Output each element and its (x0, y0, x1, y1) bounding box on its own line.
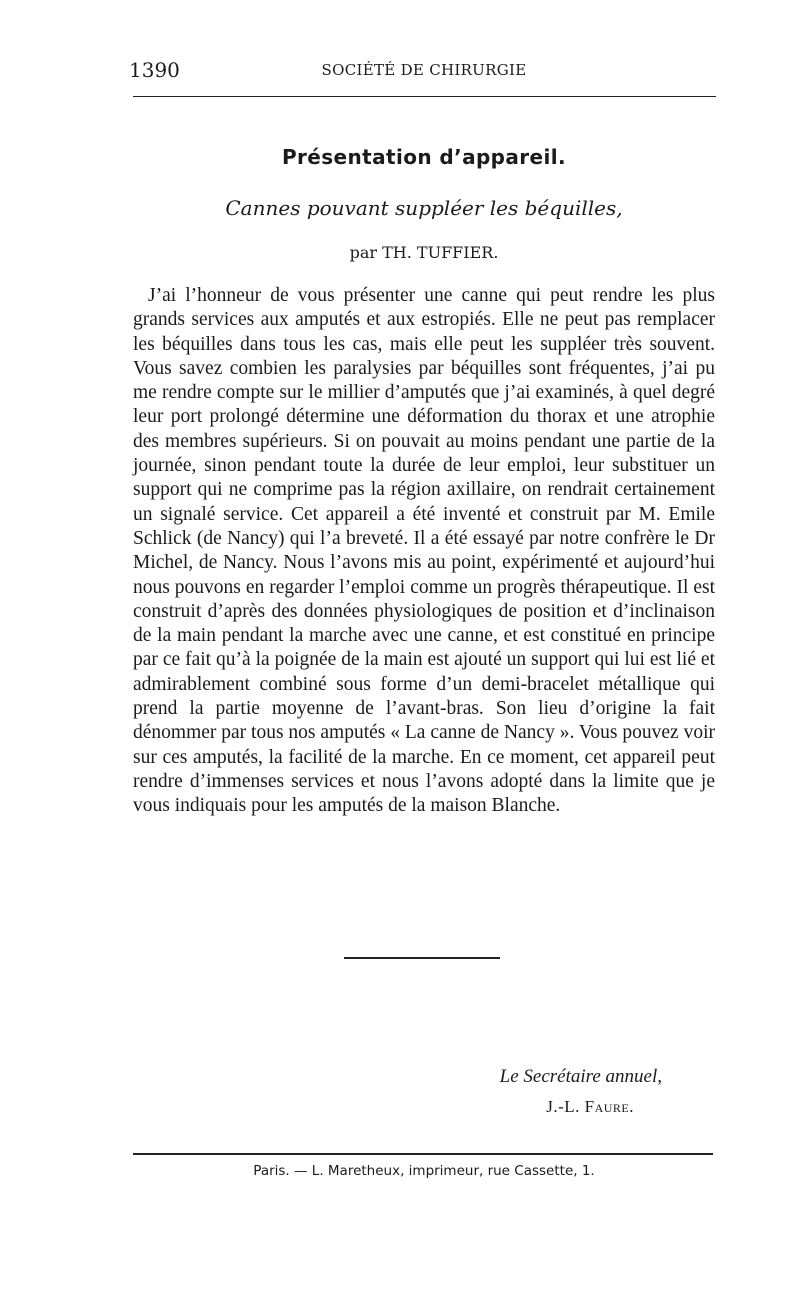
article-title: Présentation d’appareil. (281, 145, 567, 169)
signature-name: J.-L. Faure. (546, 1097, 634, 1116)
footer-rule (133, 1153, 713, 1155)
running-title: SOCIÉTÉ DE CHIRURGIE (321, 61, 527, 79)
header-rule (133, 96, 716, 97)
printer-imprint: Paris. — L. Maretheux, imprimeur, rue Cassette, 1. (253, 1163, 595, 1179)
article-body: J’ai l’honneur de vous présenter une canne qui peut rendre les plus grands services aux amputés et aux estropiés. Elle ne peut pas remplacer les béquilles dans tous les cas, mais elle peut les suppléer très souvent. Vous savez combien les paralysies par béquilles sont fréquentes, j’ai pu me rendre compte sur le millier d’amputés que j’ai examinés, à quel degré leur port prolongé détermine une déformation du thorax et une atrophie des membres supérieurs. Si on pouvait au moins pendant une partie de la journée, sinon pendant toute la durée de leur emploi, leur substituer un support qui ne comprime pas la région axillaire, on rendrait certainement un signalé service. Cet appareil a été inventé et construit par M. Emile Schlick (de Nancy) qui l’a breveté. Il a été essayé par notre confrère le Dr Michel, de Nancy. Nous l’avons mis au point, expérimenté et aujourd’hui nous pouvons en regarder l’emploi comme un progrès thérapeutique. Il est construit d’après des données physiologiques de position et d’inclinaison de la main pendant la marche avec une canne, et est constitué en principe par ce fait qu’à la poignée de la main est ajouté un support qui lui est lié et admirablement combiné sous forme d’un demi-bracelet métallique qui prend la partie moyenne de l’avant-bras. Son lieu d’origine la fait dénommer par tous nos amputés « La canne de Nancy ». Vous pouvez voir sur ces amputés, la facilité de la marche. En ce moment, cet appareil peut rendre d’immenses services et nous l’avons adopté dans la limite que je vous indiquais pour les amputés de la maison Blanche. (133, 285, 715, 817)
article-byline: par TH. TUFFIER. (349, 243, 499, 262)
article-subtitle: Cannes pouvant suppléer les béquilles, (225, 196, 623, 220)
section-divider (344, 957, 500, 959)
signature-role: Le Secrétaire annuel, (499, 1066, 662, 1087)
page-number: 1390 (129, 58, 180, 82)
